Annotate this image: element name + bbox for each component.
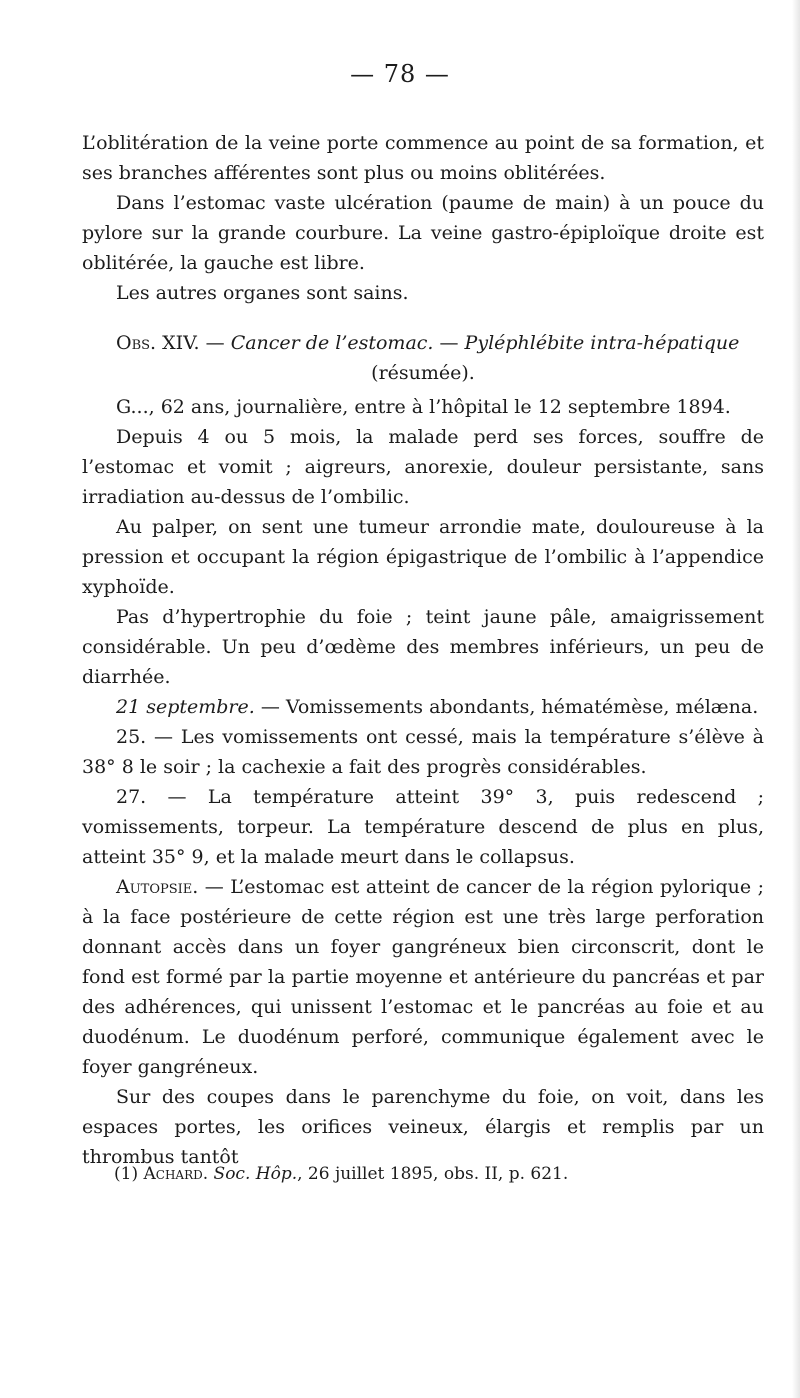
case-day-27: 27. — La température atteint 39° 3, puis redescend ; vomissements, torpeur. La température descend de plus en plus, atteint 35° 9, et la malade meurt dans le collapsus.	[82, 786, 764, 868]
case-findings: Pas d’hypertrophie du foie ; teint jaune pâle, amaigrissement considérable. Un peu d’œdème des membres inférieurs, un peu de diarrhée.	[82, 606, 764, 688]
footnote	[114, 1162, 754, 1186]
page-edge-shadow	[792, 0, 800, 1398]
footnote-marker: (1)	[114, 1164, 144, 1184]
case-day-25: 25. — Les vomissements ont cessé, mais la température s’élève à 38° 8 le soir ; la cachexie a fait des progrès considérables.	[82, 726, 764, 778]
paragraph-portal-vein: L’oblitération de la veine porte commence au point de sa formation, et ses branches afférentes sont plus ou moins oblitérées.	[82, 132, 764, 184]
case-history: Depuis 4 ou 5 mois, la malade perd ses forces, souffre de l’estomac et vomit ; aigreurs, anorexie, douleur persistante, sans irradiation au-dessus de l’ombilic.	[82, 426, 764, 508]
footnote-journal: Soc. Hôp.	[208, 1164, 298, 1184]
observation-label: Obs. XIV.	[116, 332, 200, 354]
heading-separator: —	[433, 332, 465, 354]
page-number: — 78 —	[350, 60, 450, 88]
observation-subtitle: (résumée).	[371, 362, 475, 384]
body-text	[82, 128, 764, 1172]
observation-heading	[82, 328, 764, 358]
observation-title-cancer: Cancer de l’estomac.	[230, 332, 434, 354]
case-intro: G..., 62 ans, journalière, entre à l’hôpital le 12 septembre 1894.	[116, 396, 731, 418]
case-palpation: Au palper, on sent une tumeur arrondie mate, douloureuse à la pression et occupant la région épigastrique de l’ombilic à l’appendice xyphoïde.	[82, 516, 764, 598]
footnote-author: Achard.	[143, 1164, 209, 1184]
autopsy-label: Autopsie.	[116, 876, 199, 898]
liver-sections-paragraph: Sur des coupes dans le parenchyme du foie, on voit, dans les espaces portes, les orifices veineux, élargis et remplis par un thrombus tantôt	[82, 1086, 764, 1168]
case-day-21	[82, 692, 764, 722]
date-text: — Vomissements abondants, hématémèse, mélæna.	[254, 696, 759, 718]
paragraph-stomach-ulcer: Dans l’estomac vaste ulcération (paume de main) à un pouce du pylore sur la grande courbure. La veine gastro-épiploïque droite est oblitérée, la gauche est libre.	[82, 192, 764, 274]
paragraph-other-organs: Les autres organes sont sains.	[116, 282, 409, 304]
observation-title-pylephlebitis: Pyléphlébite intra-hépatique	[464, 332, 740, 354]
autopsy-text: — L’estomac est atteint de cancer de la région pylorique ; à la face postérieure de cette région est une très large perforation donnant accès dans un foyer gangréneux bien circonscrit, dont le fond est formé par la partie moyenne et antérieure du pancréas et par des adhérences, qui unissent l’estomac et le pancréas au foie et au duodénum. Le duodénum perforé, communique également avec le foyer gangréneux.	[82, 876, 764, 1078]
autopsy-paragraph	[82, 872, 764, 1082]
heading-separator: —	[199, 332, 231, 354]
footnote-details: , 26 juillet 1895, obs. II, p. 621.	[297, 1164, 569, 1184]
date-label: 21 septembre.	[116, 696, 255, 718]
